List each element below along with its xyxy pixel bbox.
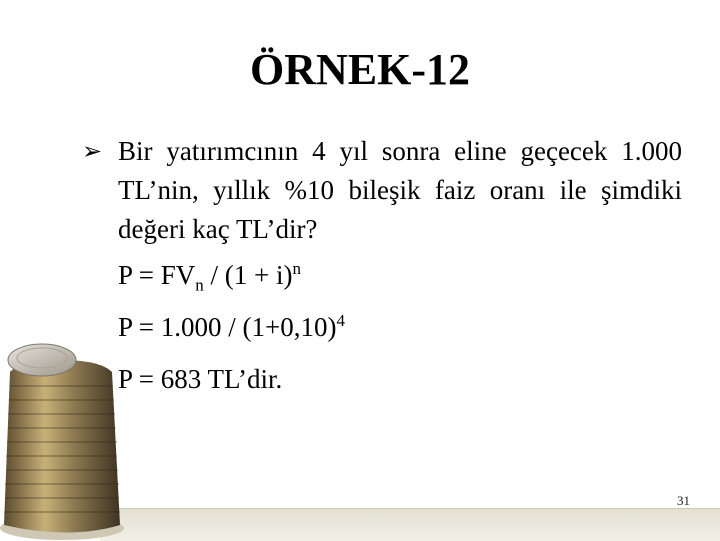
result-text: P = 683 TL’dir. <box>118 364 283 394</box>
slide-title: ÖRNEK-12 <box>250 45 470 94</box>
formula-exponent: n <box>292 259 301 278</box>
formula-subscript: n <box>195 275 204 295</box>
formula-substitution <box>82 301 682 353</box>
page-number: 31 <box>677 493 690 508</box>
formula-denominator: / (1 + i) <box>203 260 293 290</box>
formula-substitution-text: P = 1.000 / (1+0,10) <box>118 312 337 342</box>
formula-present-value <box>82 249 682 301</box>
bullet-arrow-icon: ➢ <box>82 137 103 165</box>
question-text: Bir yatırımcının 4 yıl sonra eline geçecek 1.000 TL’nin, yıllık %10 bileşik faiz oranı ile şimdiki değeri kaç TL’dir? <box>118 136 682 244</box>
bullet-item <box>82 132 682 249</box>
footer-bar <box>100 508 720 541</box>
formula-substitution-exponent: 4 <box>336 311 345 330</box>
slide-body <box>82 132 682 405</box>
formula-lhs: P = FV <box>118 260 196 290</box>
